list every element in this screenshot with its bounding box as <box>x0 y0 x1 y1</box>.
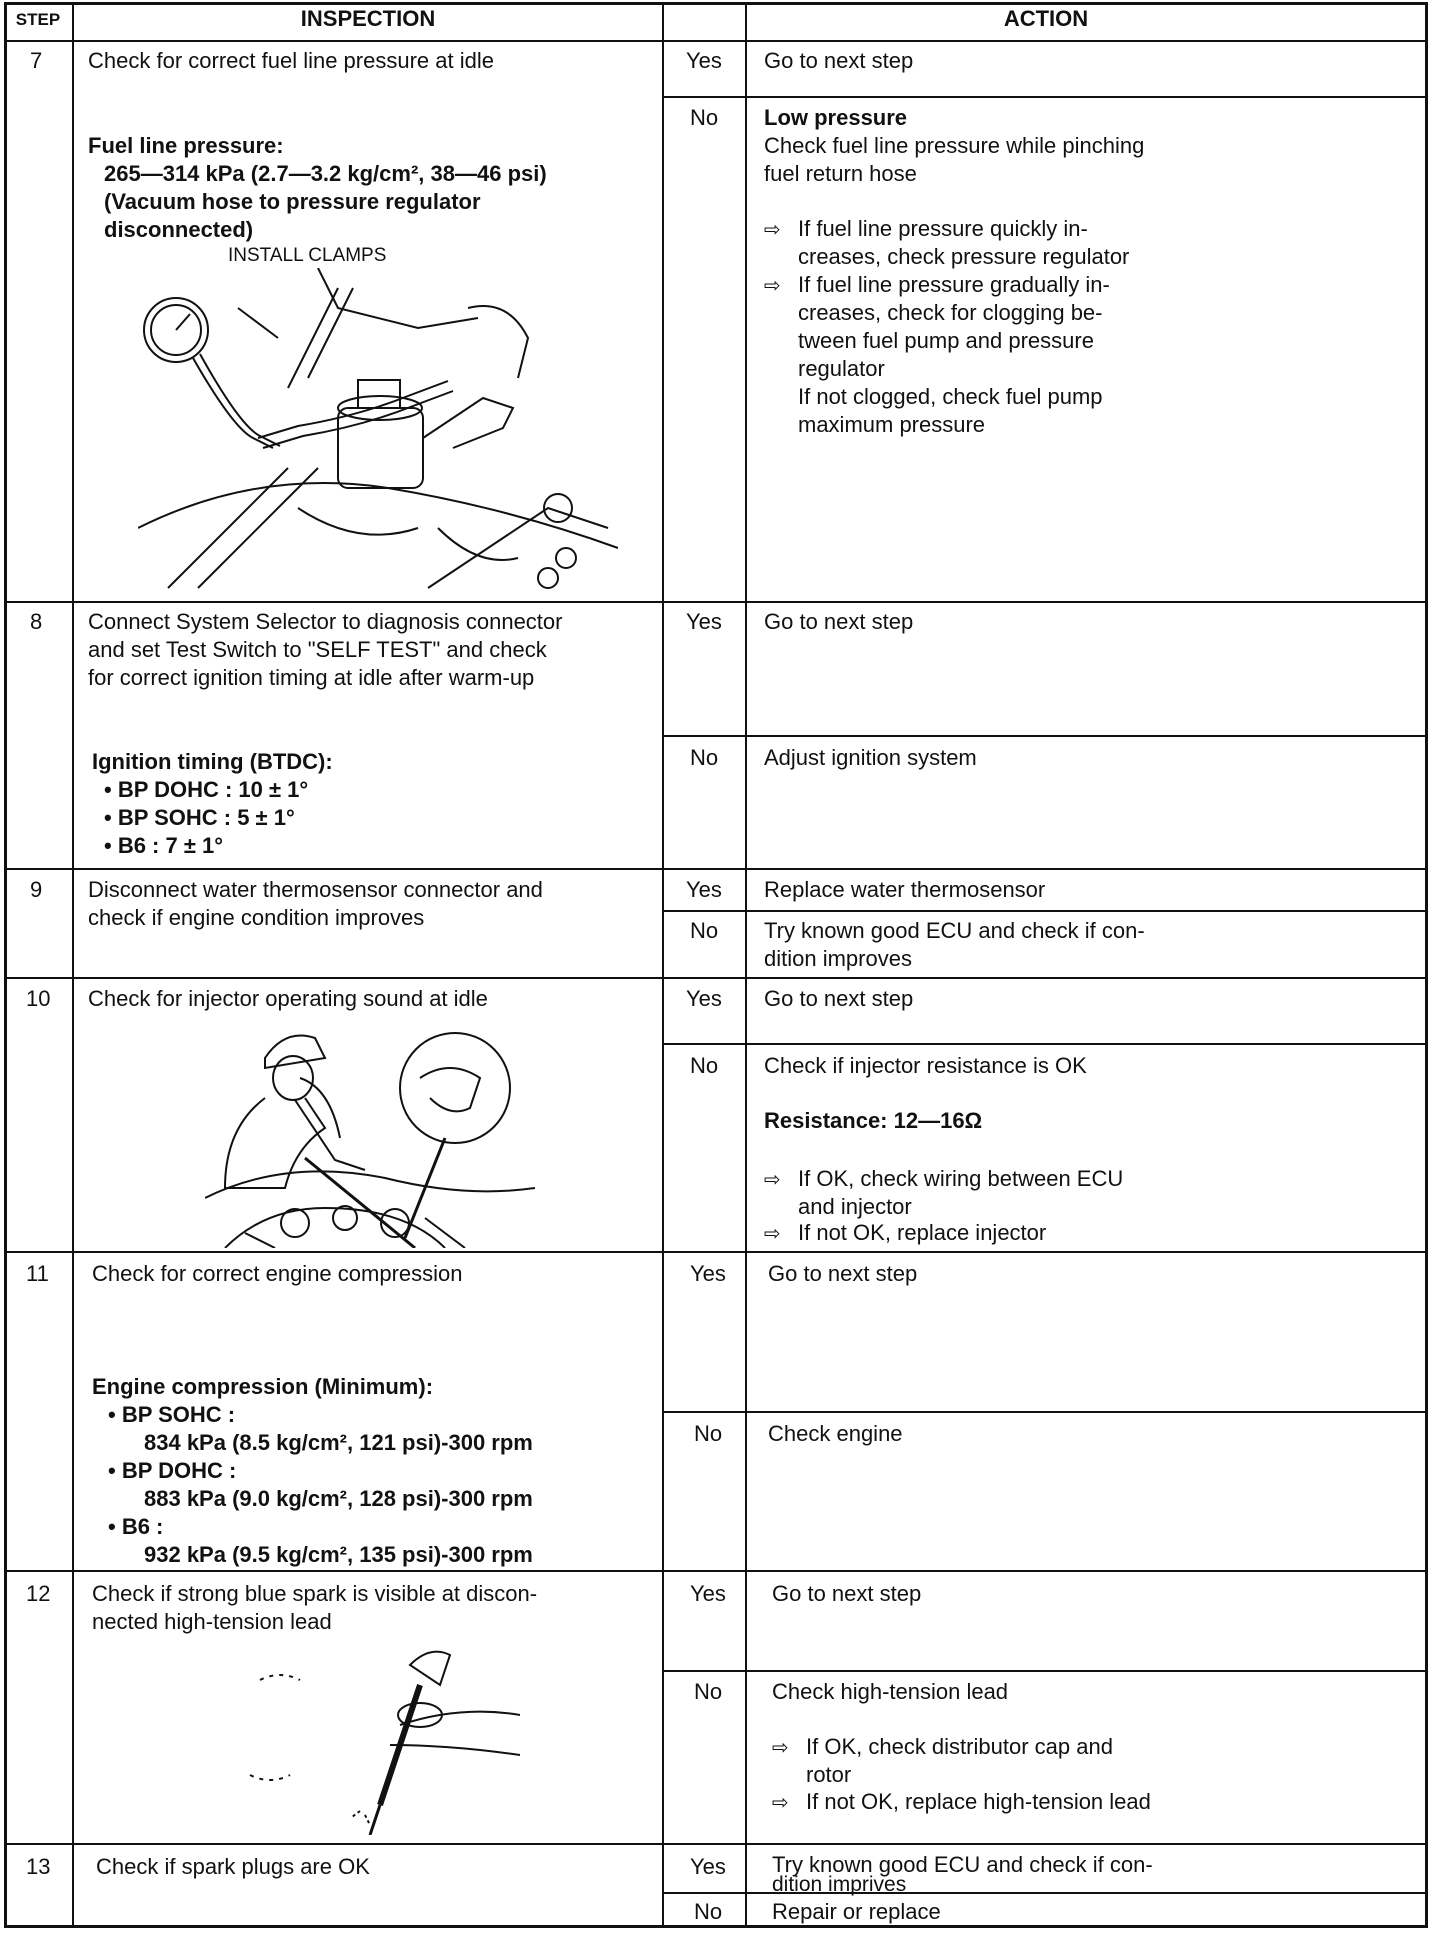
step-number: 11 <box>26 1261 49 1286</box>
no-action: Check engine <box>768 1421 903 1446</box>
no-label: No <box>690 1053 719 1078</box>
no-action: dition improves <box>764 946 912 971</box>
arrow-icon: ⇨ <box>764 1169 781 1191</box>
no-title: Low pressure <box>764 105 908 130</box>
no-label: No <box>694 1679 723 1704</box>
spec-title: Engine compression (Minimum): <box>92 1374 434 1399</box>
yes-action: Go to next step <box>764 986 914 1011</box>
inspection-text: nected high-tension lead <box>92 1609 332 1634</box>
yes-label: Yes <box>686 48 722 73</box>
step-number: 7 <box>30 48 43 73</box>
arrow-icon: ⇨ <box>772 1792 789 1814</box>
header-action: ACTION <box>1003 6 1089 31</box>
no-action: Adjust ignition system <box>764 745 977 770</box>
spec-title: Ignition timing (BTDC): <box>92 749 333 774</box>
step-number: 9 <box>30 877 43 902</box>
spec-line: 265—314 kPa (2.7—3.2 kg/cm², 38—46 psi) <box>104 161 547 186</box>
bullet-item: ⇨ If OK, check distributor cap and <box>772 1733 1113 1762</box>
spec-line: • B6 : <box>108 1514 164 1539</box>
step-number: 8 <box>30 609 43 634</box>
spec-title: Fuel line pressure: <box>88 133 284 158</box>
header-divider <box>4 40 1428 42</box>
row-divider <box>4 1570 1428 1572</box>
inspection-text: check if engine condition improves <box>88 905 425 930</box>
yes-action: Go to next step <box>764 609 914 634</box>
yes-no-divider <box>662 735 1428 737</box>
fuel-pressure-gauge-illustration <box>138 268 618 598</box>
spec-line: • B6 : 7 ± 1° <box>104 833 224 858</box>
yes-no-divider <box>662 1670 1428 1672</box>
inspection-text: Disconnect water thermosensor connector and <box>88 877 543 902</box>
row-divider <box>4 1843 1428 1845</box>
inspection-text: Check if spark plugs are OK <box>96 1854 370 1879</box>
no-label: No <box>690 918 719 943</box>
bullet-continuation: rotor <box>806 1762 852 1787</box>
bullet-continuation: and injector <box>798 1194 912 1219</box>
step-number: 12 <box>26 1581 51 1606</box>
yes-action: Go to next step <box>764 48 914 73</box>
bullet-item: ⇨ If OK, check wiring between ECU <box>764 1165 1123 1194</box>
inspection-text: Check for correct fuel line pressure at idle <box>88 48 494 73</box>
bullet-continuation: maximum pressure <box>798 412 986 437</box>
yes-no-divider <box>662 1043 1428 1045</box>
no-label: No <box>694 1899 723 1924</box>
spec-line: 932 kPa (9.5 kg/cm², 135 psi)-300 rpm <box>144 1542 533 1567</box>
yes-label: Yes <box>686 986 722 1011</box>
arrow-icon: ⇨ <box>764 275 781 297</box>
row-divider <box>4 1251 1428 1253</box>
yes-action: dition imprives <box>772 1873 907 1896</box>
inspection-text: Check for injector operating sound at idle <box>88 986 488 1011</box>
spec-line: • BP SOHC : 5 ± 1° <box>104 805 295 830</box>
inspection-text: for correct ignition timing at idle after warm-up <box>88 665 535 690</box>
mechanic-stethoscope-illustration <box>205 1018 535 1248</box>
bullet-item: ⇨ If fuel line pressure quickly in- <box>764 215 1088 244</box>
row-divider <box>4 601 1428 603</box>
spec-line: • BP SOHC : <box>108 1402 236 1427</box>
header-inspection: INSPECTION <box>300 6 436 31</box>
bullet-continuation: creases, check for clogging be- <box>798 300 1103 325</box>
bullet-item: ⇨ If fuel line pressure gradually in- <box>764 271 1110 300</box>
no-action: Check if injector resistance is OK <box>764 1053 1087 1078</box>
arrow-icon: ⇨ <box>764 1223 781 1245</box>
col-divider-inspection <box>662 2 664 1928</box>
spec-line: (Vacuum hose to pressure regulator <box>104 189 481 214</box>
no-spec: Resistance: 12—16Ω <box>764 1108 983 1133</box>
inspection-text: Check if strong blue spark is visible at discon- <box>92 1581 538 1606</box>
no-action: Check high-tension lead <box>772 1679 1009 1704</box>
step-number: 13 <box>26 1854 51 1879</box>
inspection-text: and set Test Switch to "SELF TEST" and check <box>88 637 547 662</box>
row-divider <box>4 868 1428 870</box>
inspection-text: Check for correct engine compression <box>92 1261 463 1286</box>
yes-label: Yes <box>690 1854 726 1879</box>
figure-label: INSTALL CLAMPS <box>228 245 387 266</box>
yes-label: Yes <box>690 1581 726 1606</box>
arrow-icon: ⇨ <box>772 1737 789 1759</box>
spec-line: 834 kPa (8.5 kg/cm², 121 psi)-300 rpm <box>144 1430 533 1455</box>
bullet-item: ⇨ If not OK, replace high-tension lead <box>772 1788 1151 1817</box>
spec-line: • BP DOHC : <box>108 1458 237 1483</box>
spark-test-illustration <box>240 1635 520 1835</box>
yes-label: Yes <box>690 1261 726 1286</box>
no-action-line: fuel return hose <box>764 161 917 186</box>
no-action: Try known good ECU and check if con- <box>764 918 1145 943</box>
no-label: No <box>690 745 719 770</box>
bullet-continuation: regulator <box>798 356 885 381</box>
yes-label: Yes <box>686 609 722 634</box>
bullet-continuation: tween fuel pump and pressure <box>798 328 1094 353</box>
no-label: No <box>694 1421 723 1446</box>
yes-no-divider <box>662 96 1428 98</box>
spec-line: disconnected) <box>104 217 254 242</box>
row-divider <box>4 977 1428 979</box>
no-action-line: Check fuel line pressure while pinching <box>764 133 1145 158</box>
bullet-continuation: creases, check pressure regulator <box>798 244 1130 269</box>
yes-action: Try known good ECU and check if con- <box>772 1852 1153 1877</box>
yes-no-divider <box>662 1411 1428 1413</box>
yes-action: Go to next step <box>768 1261 918 1286</box>
no-action: Repair or replace <box>772 1899 941 1924</box>
inspection-text: Connect System Selector to diagnosis connector <box>88 609 563 634</box>
spec-line: • BP DOHC : 10 ± 1° <box>104 777 309 802</box>
header-step: STEP <box>15 10 61 29</box>
yes-action: Replace water thermosensor <box>764 877 1046 902</box>
col-divider-yesno <box>745 2 747 1928</box>
no-label: No <box>690 105 719 130</box>
yes-label: Yes <box>686 877 722 902</box>
spec-line: 883 kPa (9.0 kg/cm², 128 psi)-300 rpm <box>144 1486 533 1511</box>
bullet-continuation: If not clogged, check fuel pump <box>798 384 1103 409</box>
col-divider-step <box>72 2 74 1928</box>
bullet-item: ⇨ If not OK, replace injector <box>764 1219 1046 1248</box>
yes-no-divider <box>662 910 1428 912</box>
step-number: 10 <box>26 986 51 1011</box>
arrow-icon: ⇨ <box>764 219 781 241</box>
yes-action: Go to next step <box>772 1581 922 1606</box>
